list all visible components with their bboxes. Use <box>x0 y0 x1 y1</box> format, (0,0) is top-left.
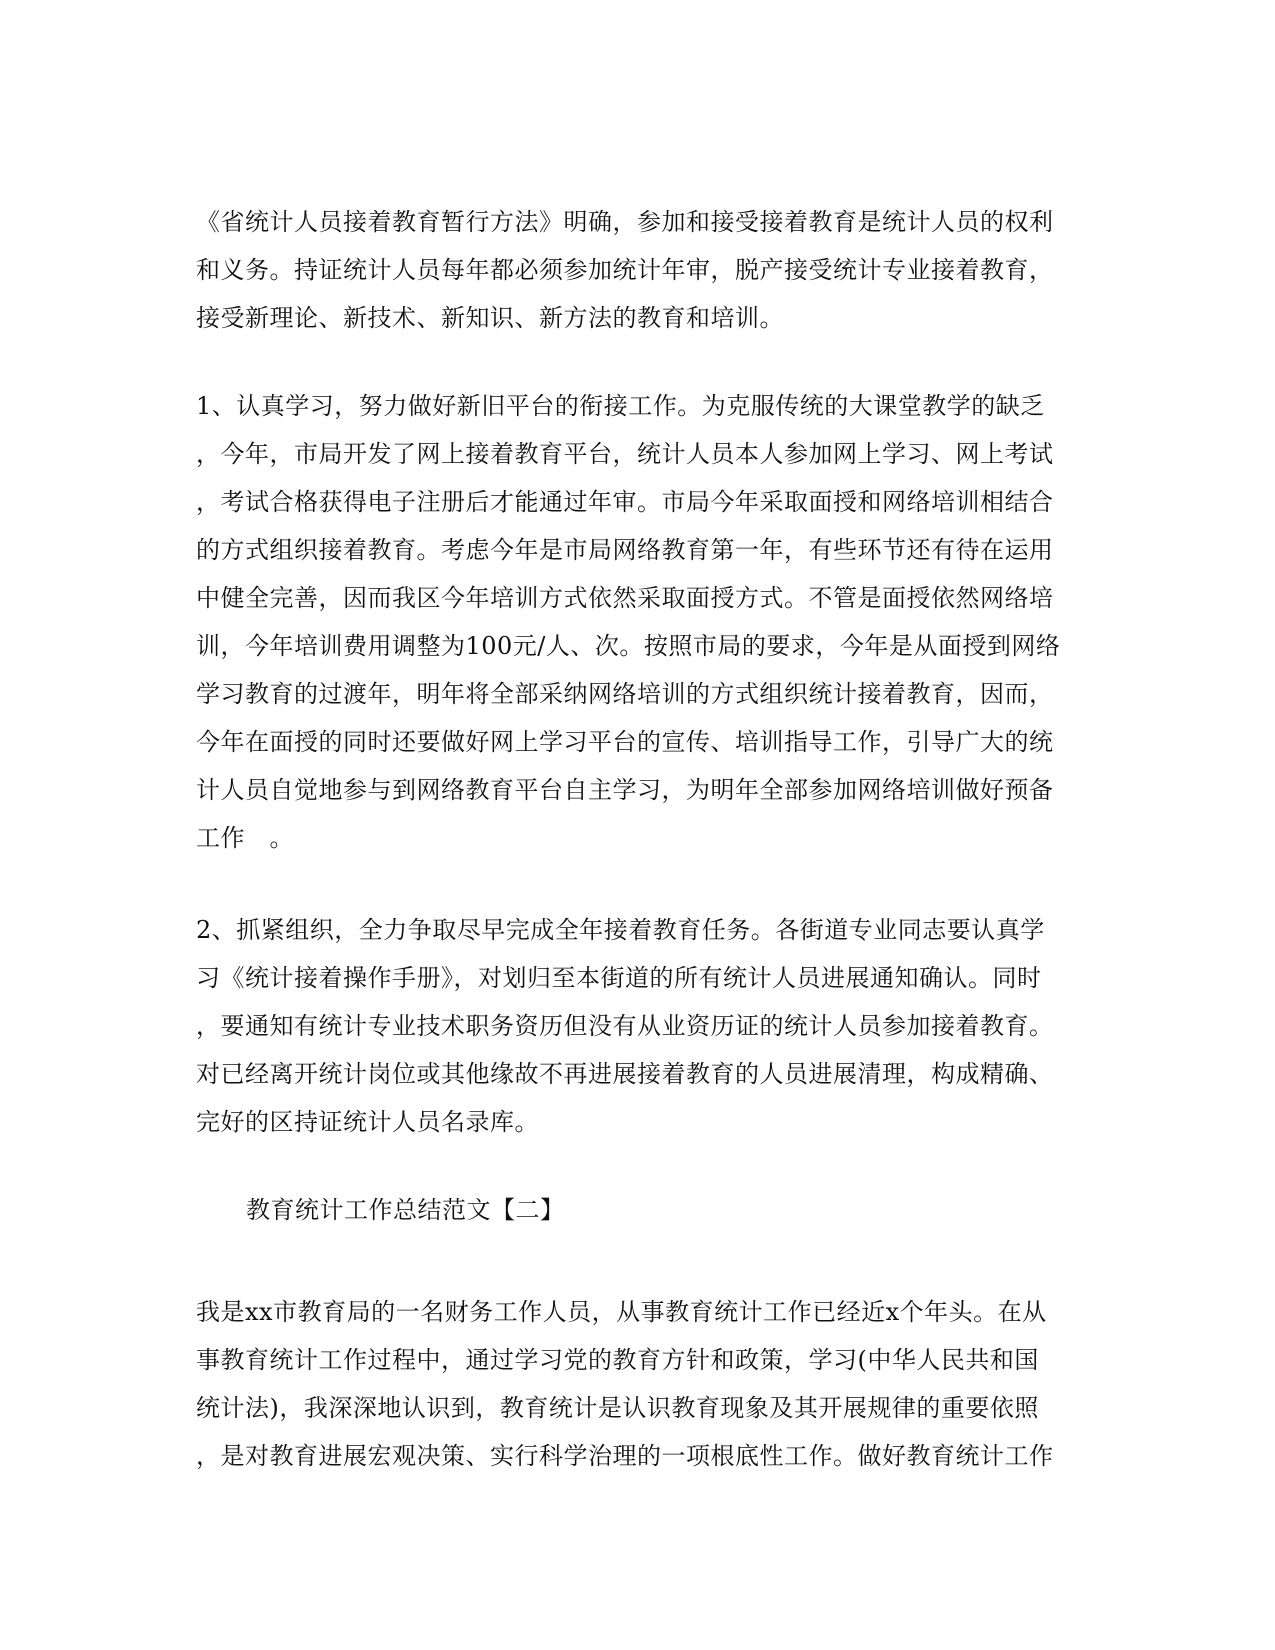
paragraph-line: 完好的区持证统计人员名录库。 <box>196 1108 539 1136</box>
paragraph-line: 计人员自觉地参与到网络教育平台自主学习，为明年全部参加网络培训做好预备 <box>196 776 1054 804</box>
paragraph-4 <box>196 1288 1076 1480</box>
paragraph-line: 习《统计接着操作手册》，对划归至本街道的所有统计人员进展通知确认。同时 <box>196 964 1042 992</box>
paragraph-line: 中健全完善，因而我区今年培训方式依然采取面授方式。不管是面授依然网络培 <box>196 584 1054 612</box>
paragraph-2 <box>196 382 1076 862</box>
paragraph-line: ，是对教育进展宏观决策、实行科学治理的一项根底性工作。做好教育统计工作 <box>196 1442 1054 1470</box>
paragraph-1 <box>196 198 1076 342</box>
paragraph-line: 训，今年培训费用调整为100元/人、次。按照市局的要求，今年是从面授到网络 <box>196 632 1061 660</box>
paragraph-line: 工作 。 <box>196 824 294 852</box>
paragraph-line: ，要通知有统计专业技术职务资历但没有从业资历证的统计人员参加接着教育。 <box>196 1012 1054 1040</box>
paragraph-line: 和义务。持证统计人员每年都必须参加统计年审，脱产接受统计专业接着教育， <box>196 256 1054 284</box>
paragraph-line: 学习教育的过渡年，明年将全部采纳网络培训的方式组织统计接着教育，因而， <box>196 680 1054 708</box>
paragraph-line: 我是xx市教育局的一名财务工作人员，从事教育统计工作已经近x个年头。在从 <box>196 1298 1047 1326</box>
paragraph-line: 1、认真学习，努力做好新旧平台的衔接工作。为克服传统的大课堂教学的缺乏 <box>196 392 1045 420</box>
section-heading: 教育统计工作总结范文【二】 <box>246 1196 565 1224</box>
paragraph-line: 2、抓紧组织，全力争取尽早完成全年接着教育任务。各街道专业同志要认真学 <box>196 916 1045 944</box>
paragraph-line: 对已经离开统计岗位或其他缘故不再进展接着教育的人员进展清理，构成精确、 <box>196 1060 1054 1088</box>
paragraph-line: 《省统计人员接着教育暂行方法》明确，参加和接受接着教育是统计人员的权利 <box>196 208 1054 236</box>
paragraph-line: 接受新理论、新技术、新知识、新方法的教育和培训。 <box>196 304 784 332</box>
paragraph-line: ，今年，市局开发了网上接着教育平台，统计人员本人参加网上学习、网上考试 <box>196 440 1054 468</box>
paragraph-line: 统计法)，我深深地认识到，教育统计是认识教育现象及其开展规律的重要依照 <box>196 1394 1039 1422</box>
paragraph-line: 事教育统计工作过程中，通过学习党的教育方针和政策，学习(中华人民共和国 <box>196 1346 1039 1374</box>
paragraph-line: ，考试合格获得电子注册后才能通过年审。市局今年采取面授和网络培训相结合 <box>196 488 1054 516</box>
paragraph-3 <box>196 906 1076 1146</box>
paragraph-line: 的方式组织接着教育。考虑今年是市局网络教育第一年，有些环节还有待在运用 <box>196 536 1054 564</box>
paragraph-line: 今年在面授的同时还要做好网上学习平台的宣传、培训指导工作，引导广大的统 <box>196 728 1054 756</box>
